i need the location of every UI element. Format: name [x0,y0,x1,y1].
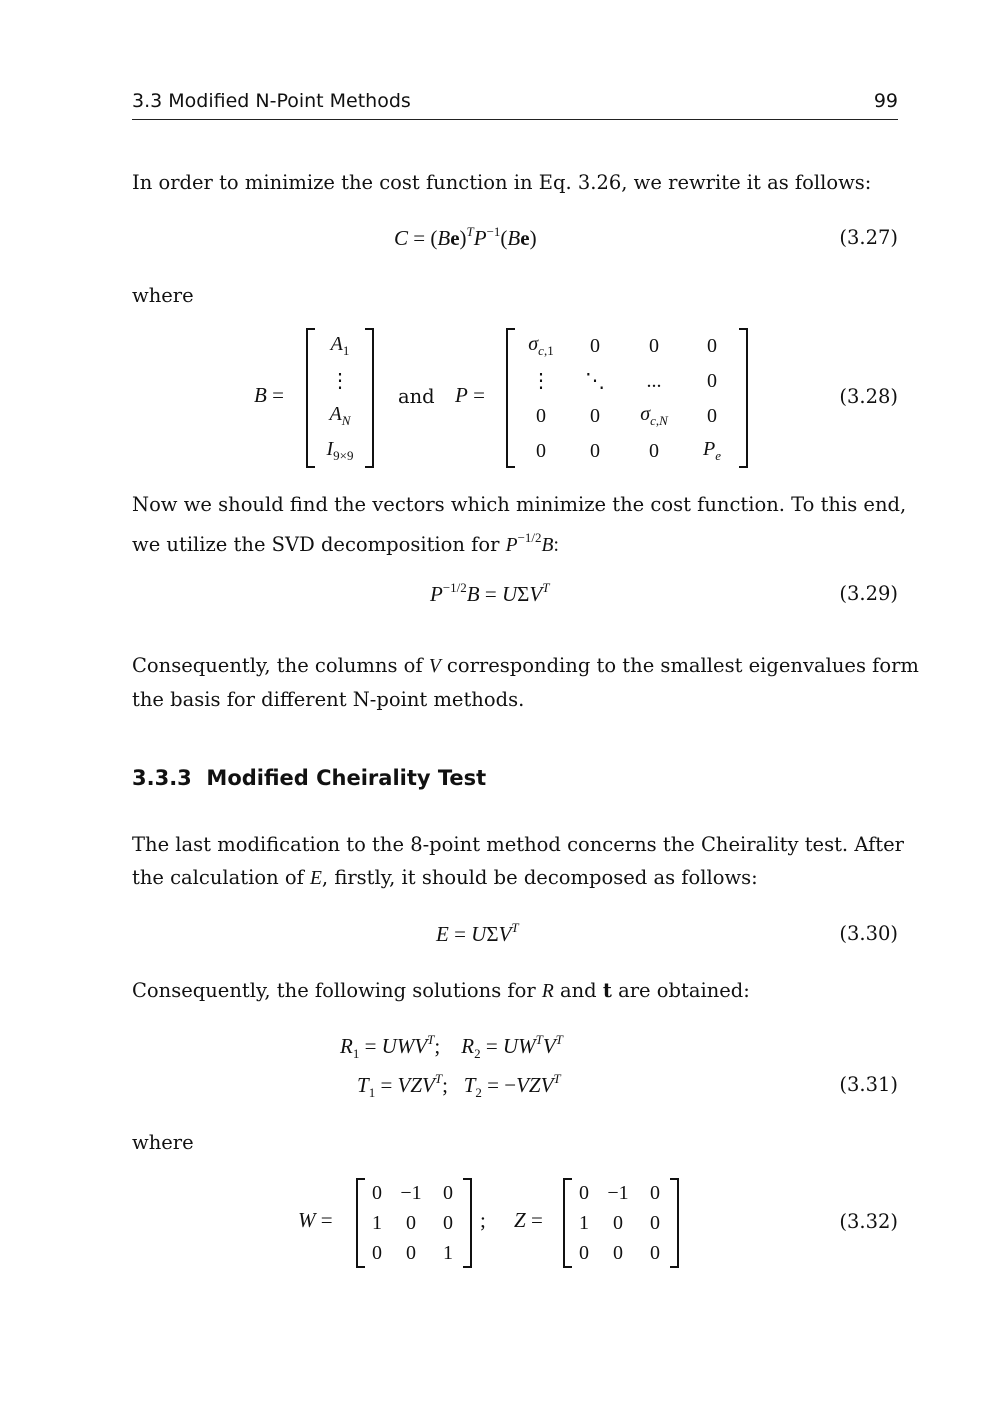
equation-lhs-B: B = [254,383,284,407]
matrix-cell: ⋮ [531,369,551,392]
bracket-left [356,1178,365,1268]
paragraph-intro [132,166,898,199]
equation-number: (3.27) [839,226,898,249]
paragraph-text: and [553,979,603,1002]
paragraph-text: corresponding to the smallest eigenvalues form [440,654,919,677]
page-number: 99 [873,90,898,112]
matrix-cell: 0 [443,1182,453,1204]
inline-math: t [602,979,612,1002]
paragraph-text: Consequently, the following solutions for [132,979,542,1002]
paragraph-where [132,1126,898,1159]
equation-number: (3.31) [839,1073,898,1096]
equation-number: (3.29) [839,582,898,605]
paragraph-consequently [132,649,919,716]
paragraph-line: where [132,1131,194,1154]
equation-number: (3.28) [839,385,898,408]
inline-math: V [428,656,441,677]
bracket-left [306,328,315,468]
matrix-cell: $A_1$ [330,333,350,358]
paragraph-text: we utilize the SVD decomposition for [132,533,506,556]
equation-3-29: $P^{-1/2}B = U\Sigma V^T$ [430,580,550,606]
matrix-cell: $\sigma_{c,N}$ [640,403,668,428]
section-title: Modified Cheirality Test [206,766,487,790]
matrix-cell: −1 [400,1182,422,1204]
paragraph-text: Consequently, the columns of [132,654,429,677]
matrix-cell: $A_N$ [329,403,351,428]
matrix-cell: $I_{9\times 9}$ [326,438,354,463]
paragraph-line: The last modification to the 8-point method concerns the Cheirality test. After [132,833,904,856]
paragraph-text: are obtained: [611,979,750,1002]
bracket-left [506,328,515,468]
running-header-section: 3.3 Modified N-Point Methods [132,90,411,112]
matrix-separator: ; [480,1208,486,1232]
inline-math: $P^{-1/2}B$: [505,530,559,556]
matrix-cell: 0 [707,369,717,392]
bracket-right [365,328,374,468]
equation-lhs-W: W = [298,1208,333,1232]
matrix-cell: 0 [372,1242,382,1264]
matrix-cell: 0 [649,439,659,462]
matrix-cell: $P_e$ [703,438,721,463]
paragraph-svd [132,488,907,562]
matrix-cell: 0 [372,1182,382,1204]
matrix-cell: 0 [579,1182,589,1204]
matrix-cell: 0 [649,334,659,357]
bracket-left [563,1178,572,1268]
equation-3-30: $E = U\Sigma V^T$ [436,920,519,946]
matrix-cell: 0 [536,439,546,462]
matrix-cell: −1 [607,1182,629,1204]
section-number: 3.3.3 [132,766,192,790]
matrix-cell: 1 [372,1212,382,1234]
matrix-cell: 0 [650,1182,660,1204]
matrix-cell: 0 [650,1212,660,1234]
bracket-right [670,1178,679,1268]
equation-number: (3.30) [839,922,898,945]
matrix-cell: 0 [613,1242,623,1264]
paragraph-line [132,861,898,895]
matrix-body [515,328,739,468]
matrix-cell: 0 [650,1242,660,1264]
matrix-cell: 0 [707,404,717,427]
matrix-cell: 0 [536,404,546,427]
paragraph-line [132,974,898,1008]
bracket-right [739,328,748,468]
paragraph-line: where [132,284,194,307]
matrix-body [315,328,365,468]
matrix-cell: 0 [590,439,600,462]
matrix-body [572,1178,670,1268]
matrix-cell: 0 [590,334,600,357]
paragraph-line: In order to minimize the cost function in Eq. 3.26, we rewrite it as follows: [132,171,872,194]
equation-3-31-line2: $T_1 = VZV^T$; $T_2 = -VZV^T$ [357,1071,561,1100]
equation-3-27: $C = (Be)^TP^{-1}(Be)$ [394,224,537,250]
matrix-cell: 0 [443,1212,453,1234]
paragraph-cheirality [132,828,904,895]
matrix-W [356,1178,472,1268]
matrix-cell: 0 [579,1242,589,1264]
matrix-cell: 1 [443,1242,453,1264]
and-text: and [398,385,435,408]
inline-math: R [541,981,554,1002]
paragraph-line [132,521,898,562]
matrix-cell: 0 [613,1212,623,1234]
inline-math: E [310,868,322,889]
paragraph-text: the calculation of [132,866,310,889]
equation-number: (3.32) [839,1210,898,1233]
paragraph-where [132,279,898,312]
paragraph-text: , firstly, it should be decomposed as follows: [321,866,758,889]
matrix-B [306,328,374,468]
matrix-cell: 0 [406,1212,416,1234]
matrix-body [365,1178,463,1268]
equation-lhs-Z: Z = [514,1208,543,1232]
matrix-cell: ⋱ [585,369,605,392]
section-heading [132,766,486,790]
paragraph-line [132,649,919,683]
bracket-right [463,1178,472,1268]
matrix-P [506,328,748,468]
matrix-cell: 0 [590,404,600,427]
matrix-cell: 0 [406,1242,416,1264]
paragraph-line: the basis for different N-point methods. [132,688,525,711]
matrix-cell: 0 [707,334,717,357]
equation-lhs-P: P = [455,383,485,407]
matrix-cell: ... [646,369,662,392]
equation-3-31-line1: $R_1 = UWV^T$; $R_2 = UW^TV^T$ [340,1032,563,1061]
paragraph-line: Now we should find the vectors which minimize the cost function. To this end, [132,493,907,516]
matrix-cell: ⋮ [330,369,350,392]
paragraph-solutions [132,974,898,1008]
matrix-cell: $\sigma_{c,1}$ [528,333,554,358]
header-rule [132,119,898,120]
matrix-cell: 1 [579,1212,589,1234]
matrix-Z [563,1178,679,1268]
